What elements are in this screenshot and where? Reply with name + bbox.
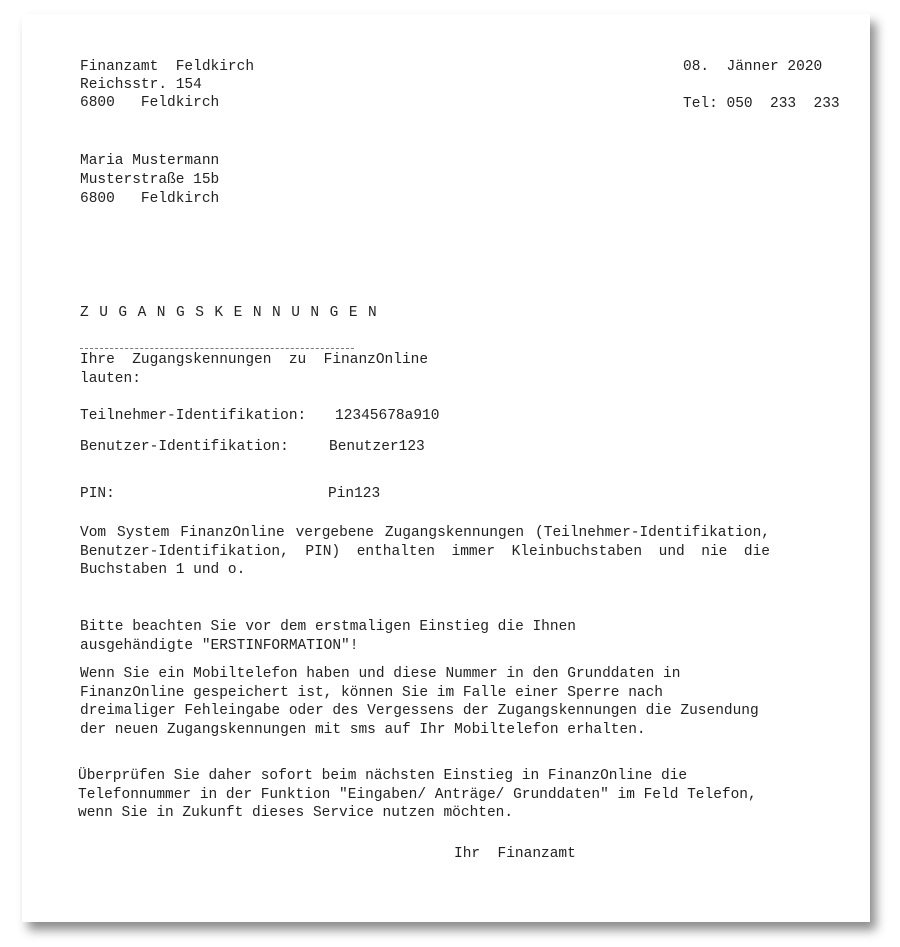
user-id-label: Benutzer-Identifikation: xyxy=(80,439,289,455)
closing-signature: Ihr Finanzamt xyxy=(454,846,576,862)
paragraph-check-phone: Überprüfen Sie daher sofort beim nächsten Einstieg in FinanzOnline die Telefonnummer in der Funktion "Eingaben/ Anträge/ Grunddaten" im Feld Telefon, wenn Sie in Zukunft dieses Service nutzen möchten. xyxy=(78,768,757,821)
intro-line-2: lauten: xyxy=(80,371,141,387)
letter-heading: ZUGANGSKENNUNGEN xyxy=(80,305,388,321)
recipient-city: 6800 Feldkirch xyxy=(80,191,220,207)
paragraph-first-login-notice: Bitte beachten Sie vor dem erstmaligen Einstieg die Ihnen ausgehändigte "ERSTINFORMATION"! xyxy=(80,619,576,654)
recipient-street: Musterstraße 15b xyxy=(80,172,220,188)
letter-date: 08. Jänner 2020 xyxy=(683,59,823,75)
sender-city: 6800 Feldkirch xyxy=(80,95,220,111)
user-id-value: Benutzer123 xyxy=(329,439,425,455)
paragraph-mobile-phone: Wenn Sie ein Mobiltelefon haben und diese Nummer in den Grunddaten in FinanzOnline gespeichert ist, können Sie im Falle einer Sperre nach dreimaliger Fehleingabe oder des Vergessens der Zugangskennungen die Zusendung der neuen Zugangskennungen mit sms auf Ihr Mobiltelefon erhalten. xyxy=(80,666,759,738)
participant-id-value: 12345678a910 xyxy=(335,408,440,424)
heading-divider xyxy=(80,348,354,349)
sender-phone: Tel: 050 233 233 xyxy=(683,96,840,112)
intro-line-1: Ihre Zugangskennungen zu FinanzOnline xyxy=(80,352,429,368)
pin-label: PIN: xyxy=(80,486,115,502)
sender-name: Finanzamt Feldkirch xyxy=(80,59,255,75)
paragraph-character-rules: Vom System FinanzOnline vergebene Zugangskennungen (Teilnehmer-Identifikation, Benutzer-Identifikation, PIN) enthalten immer Kleinbuchstaben und nie die Buchstaben 1 und o. xyxy=(80,525,770,578)
letter-page xyxy=(22,14,870,922)
pin-value: Pin123 xyxy=(328,486,381,502)
recipient-name: Maria Mustermann xyxy=(80,153,220,169)
participant-id-label: Teilnehmer-Identifikation: xyxy=(80,408,307,424)
sender-street: Reichsstr. 154 xyxy=(80,77,202,93)
